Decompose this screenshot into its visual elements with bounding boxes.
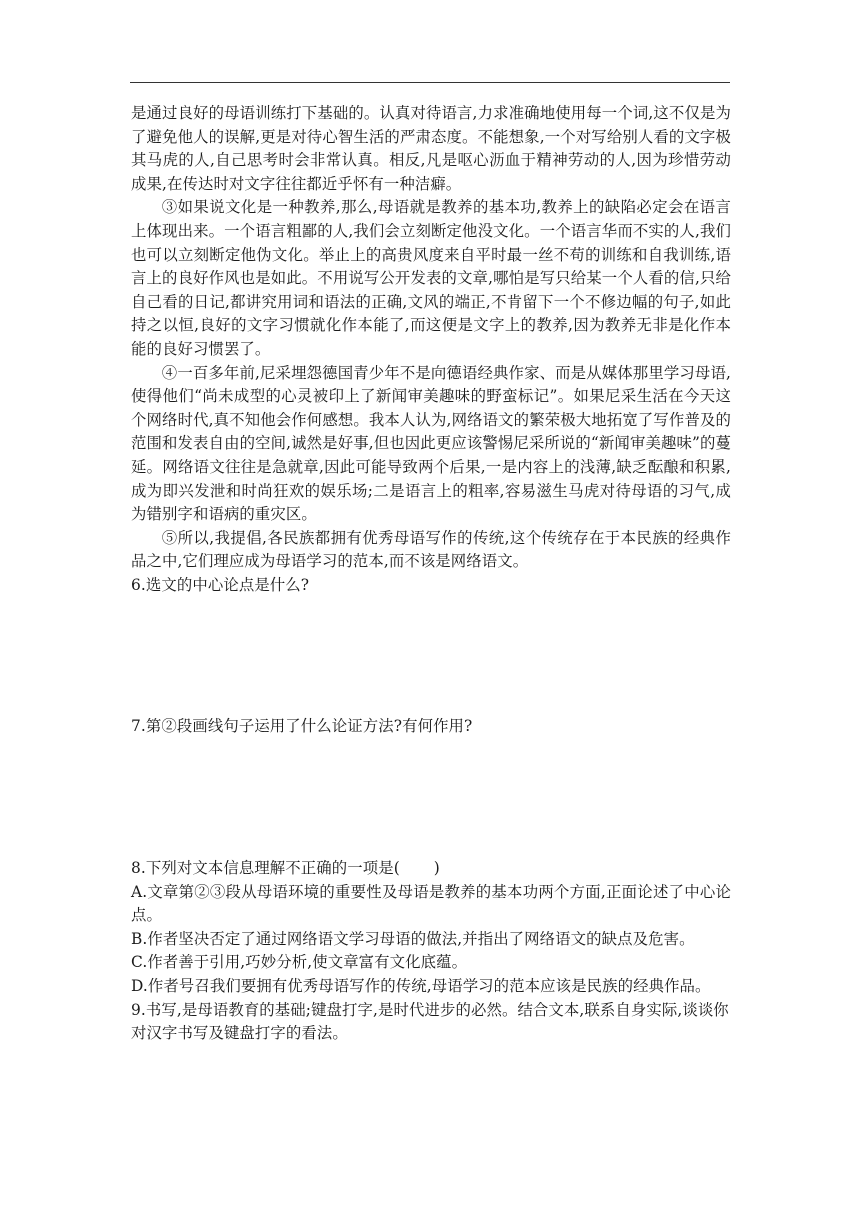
answer-space-7 [131, 739, 731, 857]
article-paragraph-5: ⑤所以,我提倡,各民族都拥有优秀母语写作的传统,这个传统存在于本民族的经典作品之中,它们理应成为母语学习的范本,而不该是网络语文。 [131, 528, 731, 571]
article-paragraph-2-continued: 是通过良好的母语训练打下基础的。认真对待语言,力求准确地使用每一个词,这不仅是为了避免他人的误解,更是对待心智生活的严肃态度。不能想象,一个对写给别人看的文字极其马虎的人,自己思考时会非常认真。相反,凡是呕心沥血于精神劳动的人,因为珍惜劳动成果,在传达时对文字往往都近乎怀有一种洁癖。 [131, 104, 731, 193]
question-8-stem: 8.下列对文本信息理解不正确的一项是( [131, 859, 400, 878]
question-6: 6.选文的中心论点是什么? [131, 575, 310, 594]
question-7: 7.第②段画线句子运用了什么论证方法?有何作用? [131, 717, 473, 736]
question-9: 9.书写,是母语教育的基础;键盘打字,是时代进步的必然。结合文本,联系自身实际,谈谈你对汉字书写及键盘打字的看法。 [131, 1000, 729, 1043]
answer-space-6 [131, 597, 731, 715]
article-paragraph-4: ④一百多年前,尼采埋怨德国青少年不是向德语经典作家、而是从媒体那里学习母语,使得他们“尚未成型的心灵被印上了新闻审美趣味的野蛮标记”。如果尼采生活在今天这个网络时代,真不知他会作何感想。我本人认为,网络语文的繁荣极大地拓宽了写作普及的范围和发表自由的空间,诚然是好事,但也因此更应该警惕尼采所说的“新闻审美趣味”的蔓延。网络语文往往是急就章,因此可能导致两个后果,一是内容上的浅薄,缺乏酝酿和积累,成为即兴发泄和时尚狂欢的娱乐场;二是语言上的粗率,容易滋生马虎对待母语的习气,成为错别字和语病的重灾区。 [131, 363, 731, 524]
option-c: C.作者善于引用,巧妙分析,使文章富有文化底蕴。 [131, 953, 468, 972]
article-paragraph-3: ③如果说文化是一种教养,那么,母语就是教养的基本功,教养上的缺陷必定会在语言上体现出来。一个语言粗鄙的人,我们会立刻断定他没文化。一个语言华而不实的人,我们也可以立刻断定他伪文化。举止上的高贵风度来自平时最一丝不苟的训练和自我训练,语言上的良好作风也是如此。不用说写公开发表的文章,哪怕是写只给某一个人看的信,只给自己看的日记,都讲究用词和语法的正确,文风的端正,不肯留下一个不修边幅的句子,如此持之以恒,良好的文字习惯就化作本能了,而这便是文字上的教养,因为教养无非是化作本能的良好习惯罢了。 [131, 198, 731, 358]
question-8 [131, 857, 731, 881]
option-a: A.文章第②③段从母语环境的重要性及母语是教养的基本功两个方面,正面论述了中心论点。 [131, 882, 731, 925]
question-8-close: ) [433, 859, 440, 878]
option-d: D.作者号召我们要拥有优秀母语写作的传统,母语学习的范本应该是民族的经典作品。 [131, 977, 711, 996]
document-body [131, 102, 731, 1046]
option-b: B.作者坚决否定了通过网络语文学习母语的做法,并指出了网络语文的缺点及危害。 [131, 929, 695, 948]
header-rule [130, 82, 730, 83]
